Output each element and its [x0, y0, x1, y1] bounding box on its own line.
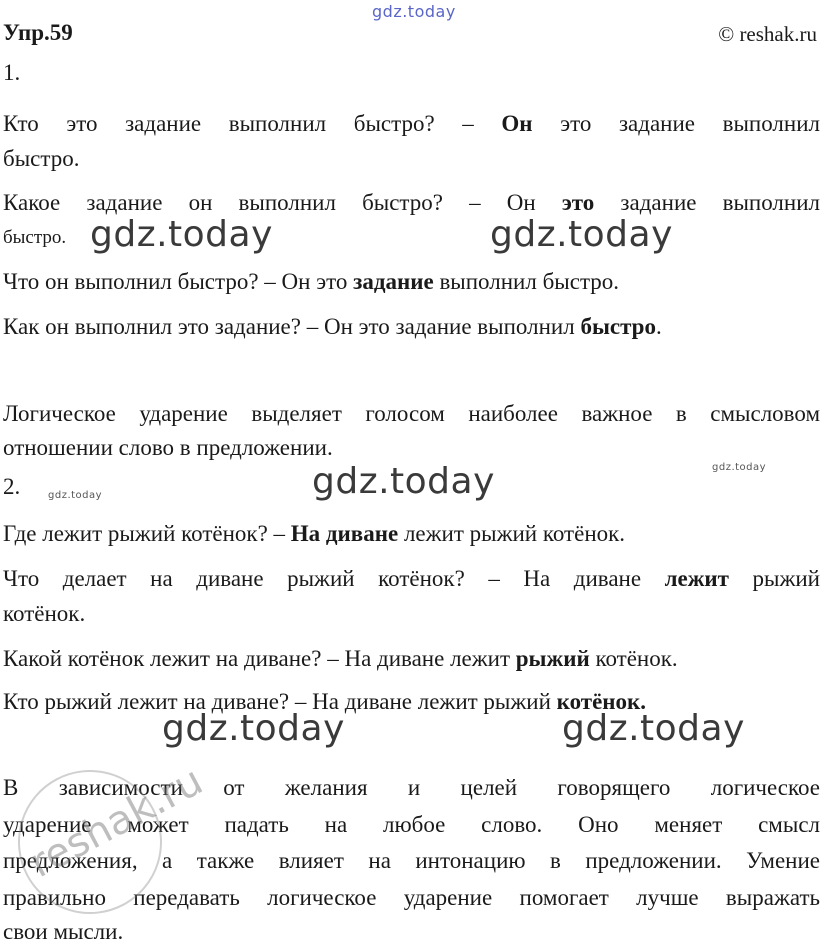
part2-q2-line1: Что делает на диване рыжий котёнок? – На диване лежит рыжий [3, 566, 820, 591]
exercise-title: Упр.59 [3, 20, 73, 45]
watermark-small-1: gdz.today [48, 490, 103, 501]
copyright-notice: © reshak.ru [718, 22, 817, 46]
part1-number: 1. [3, 60, 21, 85]
part2-q1: Где лежит рыжий котёнок? – На диване лежит рыжий котёнок. [3, 521, 626, 546]
part1-q1-line1: Кто это задание выполнил быстро? – Он это задание выполнил [3, 111, 820, 136]
watermark-small-2: gdz.today [712, 462, 767, 473]
part2-q4: Кто рыжий лежит на диване? – На диване лежит рыжий котёнок. [3, 689, 647, 714]
watermark-large-1: gdz.today [90, 214, 273, 255]
part1-q3: Что он выполнил быстро? – Он это задание выполнил быстро. [3, 269, 620, 294]
part1-conclusion-line1: Логическое ударение выделяет голосом наиболее важное в смысловом [3, 401, 820, 426]
watermark-large-4: gdz.today [162, 708, 345, 749]
part2-q2-line2: котёнок. [3, 601, 86, 626]
part1-q4: Как он выполнил это задание? – Он это задание выполнил быстро. [3, 314, 662, 339]
watermark-large-3: gdz.today [312, 461, 495, 502]
part1-conclusion-line2: отношении слово в предложении. [3, 435, 333, 460]
top-watermark: gdz.today [372, 2, 456, 21]
watermark-large-2: gdz.today [490, 214, 673, 255]
part2-number: 2. [3, 474, 21, 499]
part1-q2-line2: быстро. [3, 227, 67, 248]
part2-q3: Какой котёнок лежит на диване? – На диване лежит рыжий котёнок. [3, 646, 678, 671]
part2-final-line3: предложения, а также влияет на интонацию в предложении. Умение [3, 848, 820, 873]
part2-final-line5: свои мысли. [3, 919, 124, 944]
watermark-large-5: gdz.today [562, 708, 745, 749]
part2-final-line1: В зависимости от желания и целей говорящего логическое [3, 775, 820, 800]
part1-q1-line2: быстро. [3, 146, 80, 171]
part2-final-line2: ударение может падать на любое слово. Оно меняет смысл [3, 812, 820, 837]
part1-q2-line1: Какое задание он выполнил быстро? – Он это задание выполнил [3, 190, 821, 215]
part2-final-line4: правильно передавать логическое ударение помогает лучше выражать [3, 885, 820, 910]
reshak-stamp-watermark: reshak.ru [0, 745, 187, 940]
